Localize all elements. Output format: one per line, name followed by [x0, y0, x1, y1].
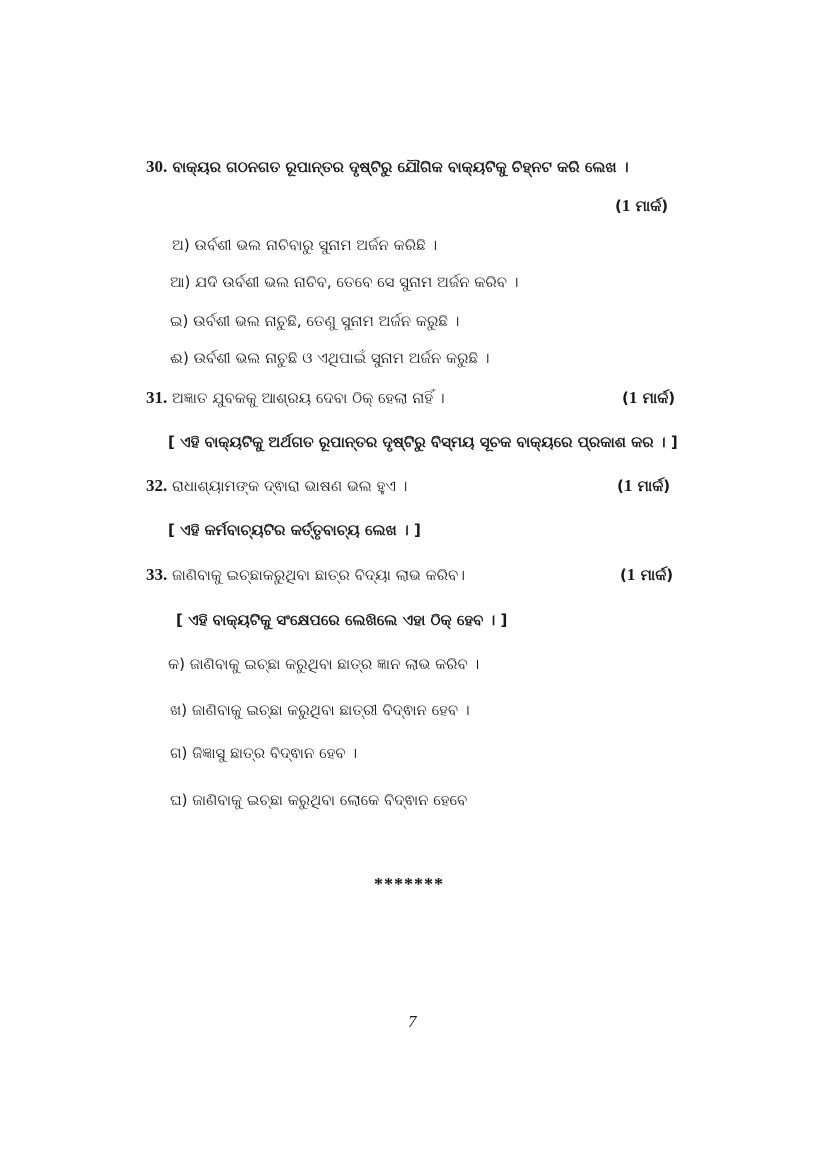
q31-marks: (1 ମାର୍କ): [622, 388, 676, 407]
q32-marks: (1 ମାର୍କ): [617, 476, 671, 495]
q33-stem: [146, 565, 465, 585]
q32-instruction: [ ଏହି କର୍ମବାଚ୍ୟଟିର କର୍ତ୍ତୃବାଚ୍ୟ ଲେଖ । ]: [168, 521, 421, 539]
q33-option-gha: ଘ) ଜାଣିବାକୁ ଇଚ୍ଛା କରୁଥିବା ଲୋକେ ବିଦ୍ଵାନ ହେବେ: [170, 791, 468, 809]
q33-option-ga: ଗ) ଜିଜ୍ଞାସୁ ଛାତ୍ର ବିଦ୍ଵାନ ହେବ ।: [170, 744, 358, 762]
q33-text: ଜାଣିବାକୁ ଇଚ୍ଛାକରୁଥିବା ଛାତ୍ର ବିଦ୍ୟା ଲାଭ କରିବ।: [172, 566, 466, 584]
q30-marks: (1 ମାର୍କ): [615, 196, 669, 215]
q33-number: 33.: [146, 565, 168, 584]
q32-text: ରାଧାଶ୍ୟାମଙ୍କ ଦ୍ଵାରା ଭାଷଣ ଭଲ ହୁଏ ।: [172, 477, 408, 495]
end-marker: *******: [374, 874, 444, 894]
q30-option-d: ଈ) ଉର୍ବଶୀ ଭଲ ନାଚୁଛି ଓ ଏଥିପାଇଁ ସୁନାମ ଅର୍ଜନ କରୁଛି ।: [170, 349, 490, 367]
q31-stem: [146, 388, 445, 408]
q33-option-kha: ଖ) ଜାଣିବାକୁ ଇଚ୍ଛା କରୁଥିବା ଛାତ୍ରୀ ବିଦ୍ଵାନ ହେବ ।: [170, 701, 470, 719]
q31-text: ଅଜ୍ଞାତ ଯୁବକକୁ ଆଶ୍ରୟ ଦେବା ଠିକ୍ ହେଲା ନାହିଁ ।: [172, 389, 445, 407]
q32-stem: [146, 476, 407, 496]
page-number: 7: [408, 1012, 417, 1031]
q30-option-c: ଇ) ଉର୍ବଶୀ ଭଲ ନାଚୁଛି, ତେଣୁ ସୁନାମ ଅର୍ଜନ କରୁଛି ।: [170, 312, 460, 330]
q30-option-a: ଅ) ଉର୍ବଶୀ ଭଲ ନାଚିବାରୁ ସୁନାମ ଅର୍ଜନ କରିଛି ।: [172, 236, 438, 254]
q30-text: ବାକ୍ୟର ଗଠନଗତ ରୂପାନ୍ତର ଦୃଷ୍ଟିରୁ ଯୌଗିକ ବାକ୍ୟଟିକୁ ଚିହ୍ନଟ କରି ଲେଖ ।: [172, 158, 629, 176]
q33-option-ka: କ) ଜାଣିବାକୁ ଇଚ୍ଛା କରୁଥିବା ଛାତ୍ର ଜ୍ଞାନ ଲାଭ କରିବ ।: [168, 655, 480, 673]
q31-instruction: [ ଏହି ବାକ୍ୟଟିକୁ ଅର୍ଥଗତ ରୂପାନ୍ତର ଦୃଷ୍ଟିରୁ ବିସ୍ମୟ ସୂଚକ ବାକ୍ୟରେ ପ୍ରକାଶ କର । ]: [168, 433, 678, 451]
q30-option-b: ଆ) ଯଦି ଉର୍ବଶୀ ଭଲ ନାଚିବ, ତେବେ ସେ ସୁନାମ ଅର୍ଜନ କରିବ ।: [170, 273, 519, 291]
q33-instruction: [ ଏହି ବାକ୍ୟଟିକୁ ସଂକ୍ଷେପରେ ଲେଖିଲେ ଏହା ଠିକ୍ ହେବ । ]: [176, 611, 508, 629]
q31-number: 31.: [146, 388, 168, 407]
q32-number: 32.: [146, 476, 168, 495]
q30-number: 30.: [146, 157, 168, 176]
q30-stem: [146, 157, 629, 177]
q33-marks: (1 ମାର୍କ): [620, 565, 674, 584]
